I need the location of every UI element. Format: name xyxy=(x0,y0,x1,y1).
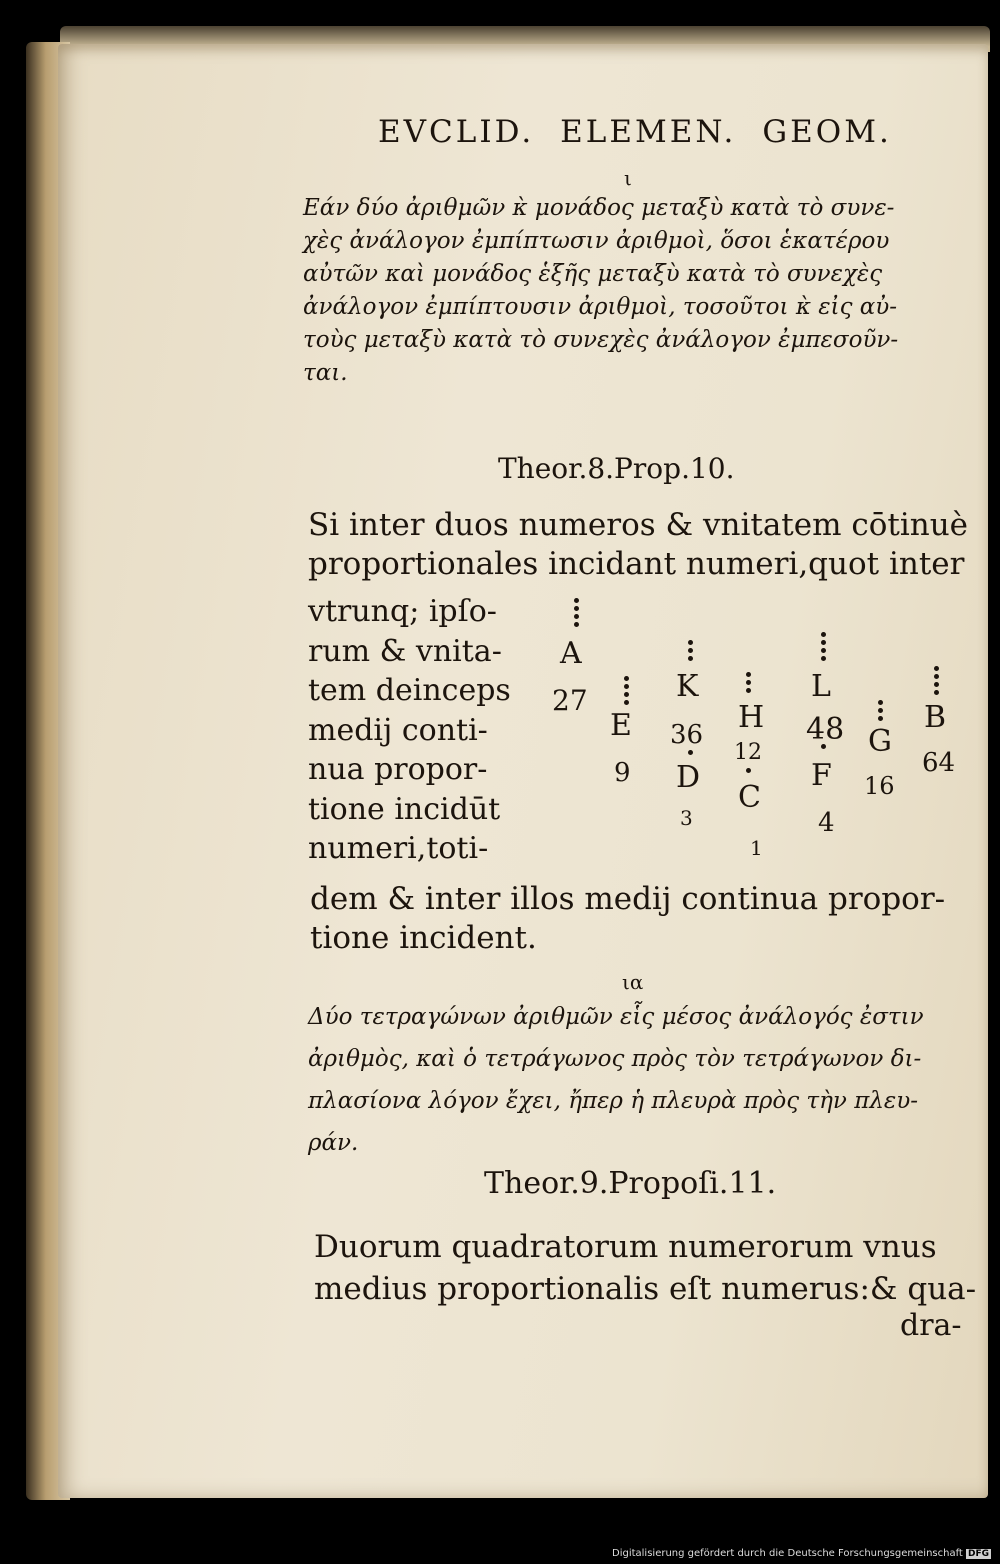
greek-line: αὐτῶν καὶ μονάδος ἑξῆς μεταξὺ κατὰ τὸ συνεχὲς xyxy=(303,261,883,287)
header-geom: GEOM. xyxy=(762,114,892,150)
latin-line: proportionales incidant numeri,quot inter xyxy=(308,546,965,582)
value-3: 3 xyxy=(680,806,693,830)
label-k: K xyxy=(676,669,699,704)
dotted-line-e xyxy=(624,676,630,708)
latin-line: vtrunq; ipſo- xyxy=(308,594,497,629)
dfg-logo-icon: DFG xyxy=(968,1549,990,1559)
latin-line: numeri,toti- xyxy=(308,831,489,866)
latin-line: nua propor- xyxy=(308,752,488,787)
dotted-line-k xyxy=(688,640,694,664)
latin-line: medij conti- xyxy=(308,712,488,748)
latin-line: tione incident. xyxy=(310,920,537,956)
greek-line: χὲς ἀνάλογον ἐμπίπτωσιν ἀριθμοὶ, ὅσοι ἑκατέρου xyxy=(303,228,890,254)
dot-d xyxy=(688,750,694,758)
catchword: dra- xyxy=(900,1308,962,1343)
book-page xyxy=(58,44,988,1498)
label-a: A xyxy=(560,636,582,671)
greek-line: ράν. xyxy=(308,1130,359,1156)
value-12: 12 xyxy=(734,740,762,765)
latin-line: rum & vnita- xyxy=(308,633,502,669)
value-1: 1 xyxy=(750,836,763,860)
label-l: L xyxy=(811,669,831,704)
latin-line: dem & inter illos medij continua propor- xyxy=(310,881,946,917)
theorem-heading-11: Theor.9.Propoſi.11. xyxy=(484,1166,777,1201)
value-9: 9 xyxy=(614,758,631,788)
digitization-footer xyxy=(612,1548,991,1559)
dotted-line-g xyxy=(878,700,884,724)
latin-line: tione incidūt xyxy=(308,791,501,827)
label-h: H xyxy=(738,700,765,735)
value-36: 36 xyxy=(670,720,704,750)
label-g: G xyxy=(868,724,892,759)
latin-enunciation-10-tail xyxy=(310,880,945,958)
value-48: 48 xyxy=(806,712,845,747)
dotted-line-h xyxy=(746,672,752,696)
header-euclid: EVCLID. xyxy=(378,114,535,150)
greek-enunciation-11 xyxy=(308,996,988,1164)
label-e: E xyxy=(610,708,632,743)
value-64: 64 xyxy=(922,748,956,778)
label-f: F xyxy=(811,758,832,793)
latin-line: Duorum quadratorum numerorum vnus xyxy=(314,1229,937,1265)
value-16: 16 xyxy=(864,772,895,800)
dotted-line-b xyxy=(934,666,940,698)
greek-line: τοὺς μεταξὺ κατὰ τὸ συνεχὲς ἀνάλογον ἐμπεσοῦν- xyxy=(303,327,899,353)
greek-line: ται. xyxy=(303,360,348,386)
latin-enunciation-11 xyxy=(314,1226,976,1310)
dot-c xyxy=(746,768,752,776)
label-b: B xyxy=(924,700,947,735)
greek-prop-number: ι xyxy=(624,166,632,190)
greek-line: πλασίονα λόγον ἔχει, ἤπερ ἡ πλευρὰ πρὸς τὴν πλευ- xyxy=(308,1088,918,1114)
greek-line: Εάν δύο ἀριθμῶν κ̀ μονάδος μεταξὺ κατὰ τὸ συνε- xyxy=(303,195,895,221)
latin-line: medius proportionalis eſt numerus:& qua- xyxy=(314,1271,977,1307)
dotted-line-l xyxy=(821,632,827,664)
greek-prop-number: ια xyxy=(622,970,644,994)
footer-text: Digitalisierung gefördert durch die Deutsche Forschungsgemeinschaft xyxy=(612,1548,963,1559)
label-c: C xyxy=(738,780,761,815)
latin-line: Si inter duos numeros & vnitatem cōtinuè xyxy=(308,507,969,543)
greek-line: ἀνάλογον ἐμπίπτουσιν ἀριθμοὶ, τοσοῦτοι κ̀ εἰς αὐ- xyxy=(303,294,898,320)
greek-line: ἀριθμὸς, καὶ ὁ τετράγωνος πρὸς τὸν τετράγωνον δι- xyxy=(308,1046,922,1072)
theorem-heading-10: Theor.8.Prop.10. xyxy=(498,452,735,485)
latin-line: tem deinceps xyxy=(308,673,511,708)
value-4: 4 xyxy=(818,808,835,838)
dotted-line-a xyxy=(574,598,580,630)
label-d: D xyxy=(676,760,701,795)
value-27: 27 xyxy=(552,684,588,717)
greek-line: Δύο τετραγώνων ἀριθμῶν εἷς μέσος ἀνάλογός ἐστιν xyxy=(308,1004,924,1030)
header-elemen: ELEMEN. xyxy=(560,114,737,150)
